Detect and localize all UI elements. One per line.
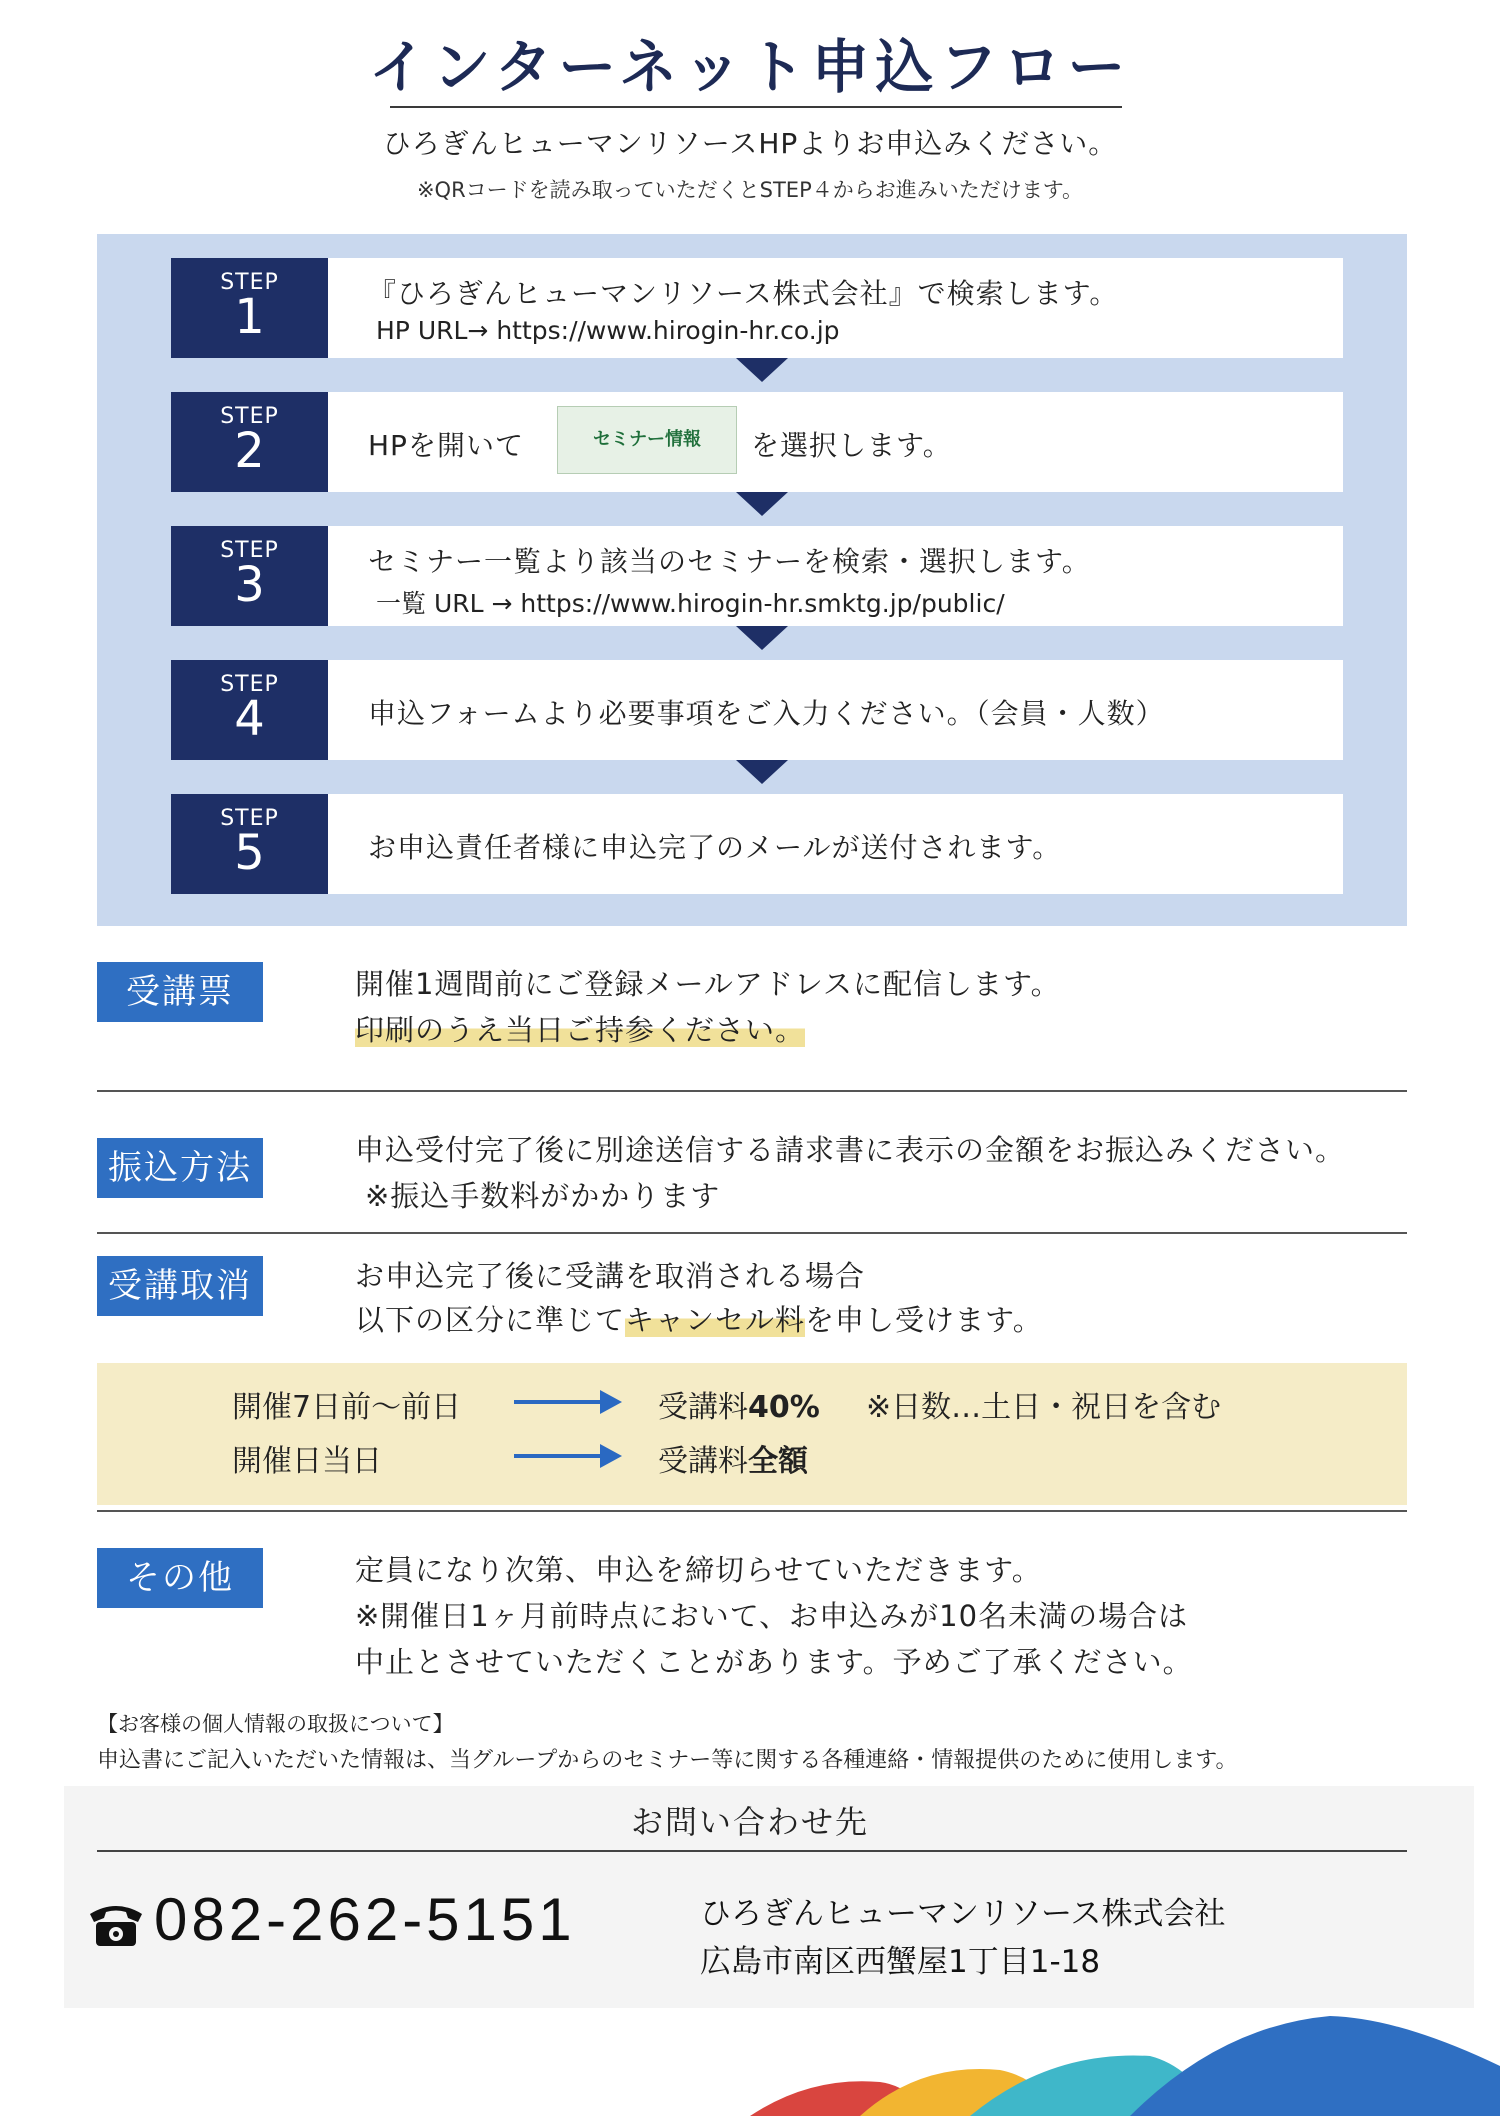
- company-name: ひろぎんヒューマンリソース株式会社: [700, 1896, 1226, 1932]
- step-number: 5: [234, 825, 265, 881]
- ticket-label: 受講票: [97, 962, 263, 1022]
- step-label: STEP: [220, 806, 279, 831]
- triangle-down-icon: [736, 626, 788, 650]
- triangle-down-icon: [736, 358, 788, 382]
- step-label: STEP: [220, 404, 279, 429]
- privacy-body: 申込書にご記入いただいた情報は、当グループからのセミナー等に関する各種連絡・情報提供のために使用します。: [97, 1748, 1238, 1773]
- phone-number[interactable]: 082-262-5151: [154, 1886, 576, 1953]
- seminar-info-button[interactable]: セミナー情報: [557, 406, 737, 474]
- triangle-down-icon: [736, 760, 788, 784]
- qr-note: ※QRコードを読み取っていただくとSTEP４からお進みいただけます。: [416, 178, 1084, 202]
- step-number: 1: [234, 289, 265, 345]
- step-1-url[interactable]: HP URL→ https://www.hirogin-hr.co.jp: [376, 316, 840, 345]
- section-divider: [97, 1510, 1407, 1512]
- cancel-line-1: お申込完了後に受講を取消される場合: [355, 1259, 866, 1293]
- other-line-1: 定員になり次第、申込を締切らせていただきます。: [355, 1553, 1042, 1587]
- decorative-wave-graphic: [750, 2006, 1500, 2116]
- step-number: 2: [234, 423, 265, 479]
- step-2-badge: [171, 392, 328, 492]
- arrow-right-icon: [514, 1454, 602, 1458]
- step-3-badge: [171, 526, 328, 626]
- step-3-text: セミナー一覧より該当のセミナーを検索・選択します。: [368, 545, 1091, 578]
- privacy-title: 【お客様の個人情報の取扱について】: [97, 1712, 454, 1736]
- step-label: STEP: [220, 538, 279, 563]
- cancel-fee: [658, 1382, 820, 1426]
- step-4-card: [171, 660, 1343, 760]
- page-subtitle: ひろぎんヒューマンリソースHPよりお申込みください。: [382, 127, 1118, 160]
- arrow-right-icon: [600, 1390, 622, 1414]
- step-4-text: 申込フォームより必要事項をご入力ください。（会員・人数）: [368, 697, 1165, 730]
- step-1-text: 『ひろぎんヒューマンリソース株式会社』で検索します。: [368, 277, 1119, 310]
- step-label: STEP: [220, 672, 279, 697]
- step-5-card: [171, 794, 1343, 894]
- transfer-line-1: 申込受付完了後に別途送信する請求書に表示の金額をお振込みください。: [355, 1133, 1346, 1167]
- step-3-url[interactable]: 一覧 URL → https://www.hirogin-hr.smktg.jp/public/: [376, 589, 1005, 618]
- transfer-line-2: ※振込手数料がかかります: [365, 1179, 721, 1213]
- arrow-right-icon: [600, 1444, 622, 1468]
- ticket-highlight: 印刷のうえ当日ご持参ください。: [355, 1013, 806, 1047]
- step-2-text-after: を選択します。: [751, 429, 952, 462]
- cancel-note: ※日数…土日・祝日を含む: [866, 1390, 1222, 1425]
- cancel-period: 開催7日前～前日: [232, 1390, 462, 1425]
- ticket-line-1: 開催1週間前にご登録メールアドレスに配信します。: [355, 967, 1061, 1001]
- company-address: 広島市南区西蟹屋1丁目1-18: [700, 1944, 1101, 1980]
- transfer-label: 振込方法: [97, 1138, 263, 1198]
- telephone-icon: [86, 1900, 146, 1948]
- cancel-fee: [658, 1436, 808, 1480]
- section-divider: [97, 1090, 1407, 1092]
- step-2-card: [171, 392, 1343, 492]
- step-4-badge: [171, 660, 328, 760]
- fee-prefix: 受講料: [658, 1444, 748, 1479]
- step-2-text-before: HPを開いて: [368, 429, 524, 462]
- step-number: 4: [234, 691, 265, 747]
- contact-title: お問い合わせ先: [630, 1803, 869, 1841]
- cancel-period: 開催日当日: [232, 1444, 382, 1479]
- step-5-badge: [171, 794, 328, 894]
- cancel-line-2: [355, 1298, 1043, 1339]
- step-3-card: [171, 526, 1343, 626]
- cancel-line-2-before: 以下の区分に準じて: [355, 1303, 626, 1337]
- cancel-line-2-after: を申し受けます。: [805, 1303, 1043, 1337]
- other-line-3: 中止とさせていただくことがあります。予めご了承ください。: [355, 1645, 1193, 1679]
- fee-value: 40%: [748, 1390, 820, 1425]
- page-title: インターネット申込フロー: [368, 33, 1132, 101]
- step-1-badge: [171, 258, 328, 358]
- other-line-2: ※開催日1ヶ月前時点において、お申込みが10名未満の場合は: [355, 1599, 1189, 1633]
- cancel-fee-highlight: キャンセル料: [625, 1303, 806, 1337]
- step-label: STEP: [220, 270, 279, 295]
- section-divider: [97, 1232, 1407, 1234]
- ticket-line-2: [355, 1008, 805, 1049]
- contact-divider: [97, 1850, 1407, 1852]
- arrow-right-icon: [514, 1400, 602, 1404]
- fee-value: 全額: [748, 1444, 808, 1479]
- step-1-card: [171, 258, 1343, 358]
- step-5-text: お申込責任者様に申込完了のメールが送付されます。: [368, 831, 1062, 864]
- fee-prefix: 受講料: [658, 1390, 748, 1425]
- cancel-label: 受講取消: [97, 1256, 263, 1316]
- step-number: 3: [234, 557, 265, 613]
- triangle-down-icon: [736, 492, 788, 516]
- title-divider: [390, 106, 1122, 108]
- other-label: その他: [97, 1548, 263, 1608]
